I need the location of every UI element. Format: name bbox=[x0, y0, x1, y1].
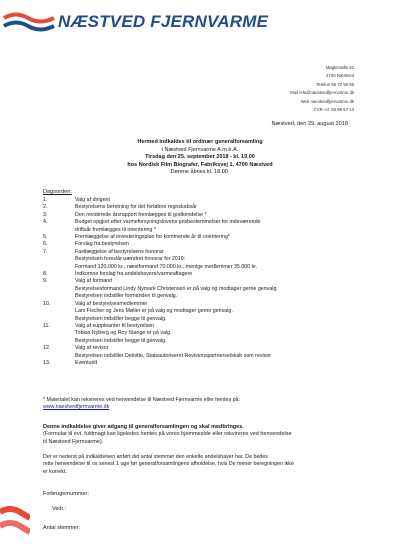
agenda-subline: Bestyrelsen indstiller begge til genvalg. bbox=[75, 337, 167, 344]
agenda-num: 13. bbox=[43, 359, 51, 366]
agenda-text: Valg af revisor bbox=[75, 345, 109, 352]
address-line: Mail info@naestvedfjernvarme.dk bbox=[290, 90, 354, 96]
agenda-heading: Dagsorden: bbox=[43, 189, 72, 195]
address-label: Vedr.: bbox=[52, 506, 67, 512]
agenda-num: 9. bbox=[43, 278, 48, 285]
agenda-subline: Tobias Nyberg og Roy Stange er på valg. bbox=[75, 330, 172, 337]
invitation-heading: Hermed indkaldes til ordinær generalforsamling bbox=[137, 139, 263, 145]
agenda-item bbox=[43, 271, 363, 278]
address-line: CVR.-nr. 69 99 57 13 bbox=[313, 107, 354, 113]
agenda-text: Eventuelt bbox=[75, 359, 98, 366]
para-line: rette henvendelse til os senest 1 uge før generalforsamlingens afholdelse, hvis De mener beregningen ikke bbox=[43, 461, 294, 468]
agenda-item bbox=[43, 241, 363, 248]
agenda-num: 1. bbox=[43, 197, 48, 203]
proxy-line: (Formular til evt. fuldmagt kan ligeledes hentes på vores hjemmeside eller rekvireres ved henvendelse bbox=[43, 431, 292, 438]
invitation-block bbox=[0, 139, 400, 177]
agenda-subline: driftsår fremlægges til orientering * bbox=[75, 226, 156, 233]
agenda-num: 7. bbox=[43, 248, 48, 255]
agenda-item bbox=[43, 345, 363, 352]
agenda-text: Fremlæggelse af investeringsplan for kommende år til orientering* bbox=[75, 234, 230, 241]
agenda-text: Den reviderede årsrapport fremlægges til godkendelse * bbox=[75, 211, 207, 218]
meeting-venue: hos Nordisk Film Biografer, Fabriksvej 1, 4700 Næstved bbox=[127, 161, 273, 168]
agenda-num: 2. bbox=[43, 204, 48, 211]
material-note bbox=[43, 397, 240, 412]
address-line: Web naestvedfjernvarme.dk bbox=[300, 98, 354, 104]
consumer-number-label: Forbrugernummer: bbox=[43, 491, 89, 497]
agenda-text: Indkomne forslag fra andelshavere/varmeaftagere bbox=[75, 271, 193, 278]
agenda-text: Valg af suppleanter til bestyrelsen bbox=[75, 322, 155, 329]
agenda-item bbox=[43, 234, 363, 241]
agenda-subline: Lars Fischer og Jens Møller er på valg og modtager gerne genvalg. bbox=[75, 308, 233, 315]
footer-wave-icon bbox=[0, 498, 30, 550]
para-line: Der er nederst på indkaldelsen anført det antal stemmer den enkelte andelshaver har. De bedes bbox=[43, 454, 268, 460]
agenda-subline: Formand 120.000 kr., næstformand 70.000 kr., menige medlemmer 35.000 kr. bbox=[75, 263, 258, 270]
agenda-item bbox=[43, 219, 363, 226]
agenda-item bbox=[43, 204, 363, 211]
logo-text: NÆSTVED FJERNVARME bbox=[58, 12, 269, 31]
proxy-line: til Næstved Fjernvarme). bbox=[43, 438, 104, 445]
proxy-block bbox=[43, 424, 292, 446]
logo-wave-icon bbox=[2, 9, 56, 35]
address-line: Maglemølle 62 bbox=[325, 65, 354, 70]
agenda-item bbox=[43, 212, 363, 219]
agenda-text: Bestyrelsens beretning for det forløbne regnskabsår bbox=[75, 204, 197, 211]
letter-date: Næstved, den 29. august 2018 bbox=[271, 121, 348, 127]
meeting-datetime: Tirsdag den 25. september 2018 - kl. 19.00 bbox=[145, 154, 255, 161]
doors-open: Dørene åbnes kl. 18.00. bbox=[170, 169, 230, 176]
agenda-num: 10. bbox=[43, 300, 51, 307]
agenda-num: 6. bbox=[43, 241, 48, 248]
agenda-text: Valg af dirigent bbox=[75, 197, 110, 203]
sender-address bbox=[290, 64, 354, 114]
agenda-subline: Bestyrelsen indstiller formanden til genvalg. bbox=[75, 293, 178, 300]
agenda-num: 3. bbox=[43, 211, 48, 218]
agenda-subline: Bestyrelsen foreslår uændret honorar for 2019: bbox=[75, 256, 186, 263]
agenda-text: Fastlæggelse af bestyrelsens honorar bbox=[75, 248, 164, 255]
agenda-text: Valg af bestyrelsesmedlemmer bbox=[75, 300, 148, 307]
agenda-text: Budget opgjort efter varmeforsyningslovens prisbestemmelser for indeværende bbox=[75, 219, 261, 226]
agenda-num: 12. bbox=[43, 345, 51, 352]
votes-label: Antal stemmer: bbox=[43, 525, 80, 531]
invitation-org: i Næstved Fjernvarme A.m.b.A. bbox=[161, 146, 239, 153]
agenda-num: 4. bbox=[43, 219, 48, 226]
agenda-list bbox=[43, 197, 363, 367]
votes-paragraph bbox=[43, 454, 363, 476]
para-line: er korrekt. bbox=[43, 468, 67, 475]
agenda-item bbox=[43, 301, 363, 308]
proxy-heading: Denne indkaldelse giver adgang til generalforsamlingen og skal medbringes. bbox=[43, 424, 244, 430]
agenda-num: 11. bbox=[43, 322, 50, 329]
address-line: 4700 Næstved bbox=[326, 73, 354, 79]
agenda-subline: Bestyrelsesformand Lindy Nymark Christensen er på valg og modtager gerne genvalg. bbox=[75, 285, 278, 292]
note-text: * Materialet kan rekvireres ved henvendelse til Næstved Fjernvarme eller hentes på: bbox=[43, 397, 240, 403]
agenda-subline: Bestyrelsen indstiller begge til genvalg. bbox=[75, 315, 167, 322]
website-link[interactable]: www.naestvedfjernvarme.dk bbox=[43, 404, 110, 411]
agenda-num: 8. bbox=[43, 271, 48, 278]
agenda-text: Valg af formand bbox=[75, 278, 113, 285]
agenda-subline: Bestyrelsen indstiller Deloitte, Statsautoriseret Revisionspartnerselskab som revisor bbox=[75, 352, 272, 359]
agenda-text: Forslag fra bestyrelsen bbox=[75, 241, 129, 248]
agenda-item bbox=[43, 278, 363, 285]
company-logo bbox=[2, 8, 268, 36]
agenda-num: 5. bbox=[43, 234, 48, 241]
address-line: Telefon 55 72 56 65 bbox=[316, 81, 354, 87]
agenda-item bbox=[43, 360, 363, 367]
